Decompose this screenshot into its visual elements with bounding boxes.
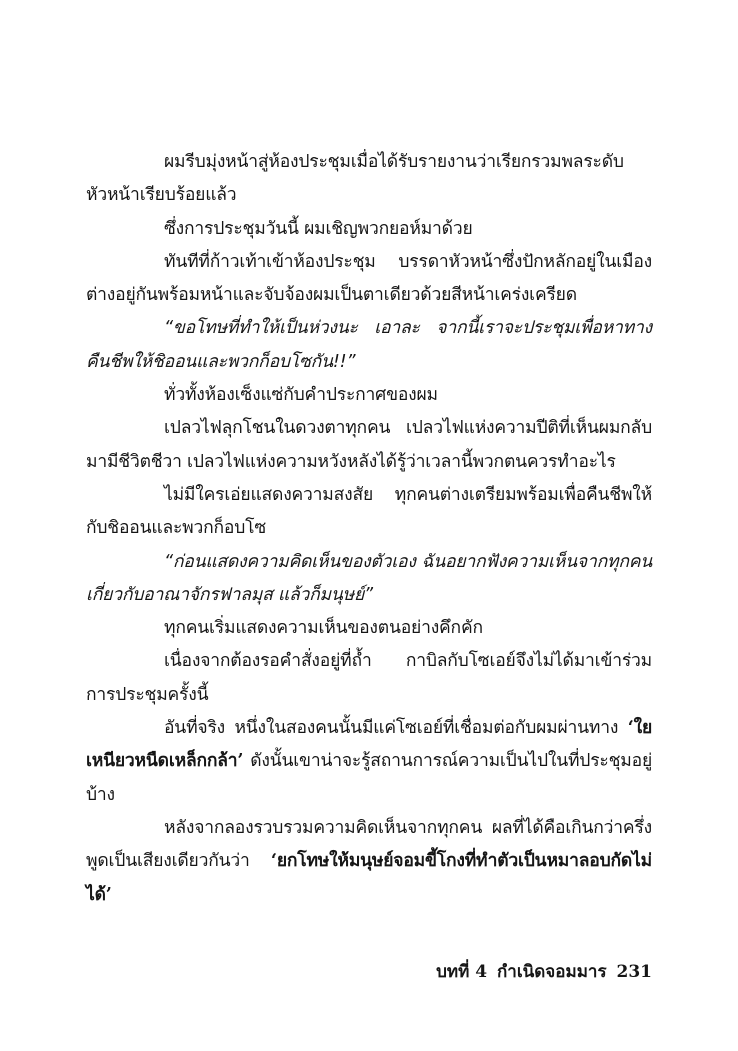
paragraph-3: ทันทีที่ก้าวเท้าเข้าห้องประชุม บรรดาหัวหน้าซึ่งปักหลักอยู่ในเมืองต่างอยู่กันพร้อมหน้าและจับจ้องผมเป็นตาเดียวด้วยสีหน้าเคร่งเครียด [86, 251, 652, 306]
dialogue-1: “ขอโทษที่ทำให้เป็นห่วงนะ เอาละ จากนี้เราจะประชุมเพื่อหาทางคืนชีพให้ชิออนและพวกก็อบโซกัน!!” [86, 318, 652, 372]
page-footer [432, 958, 652, 985]
paragraph-4: ทั่วทั้งห้องเซ็งแซ่กับคำประกาศของผม [164, 385, 438, 406]
chapter-title: กำเนิดจอมมาร [497, 962, 607, 982]
paragraph-7: ทุกคนเริ่มแสดงความเห็นของตนอย่างคึกคัก [164, 618, 483, 639]
paragraph-9-tail: ดังนั้นเขาน่าจะรู้สถานการณ์ความเป็นไปในที่ประชุมอยู่บ้าง [86, 751, 652, 805]
paragraph-9-text: อันที่จริง หนึ่งในสองคนนั้นมีแค่โซเอย์ที่เชื่อมต่อกับผมผ่านทาง [164, 718, 628, 739]
emphasized-quote: ‘ยกโทษให้มนุษย์จอมขี้โกงที่ทำตัวเป็นหมาลอบกัดไม่ได้’ [86, 851, 652, 905]
body-text [86, 146, 652, 912]
skill-name: ‘ใยเหนียวหนืดเหล็กกล้า’ [86, 718, 652, 772]
paragraph-2: ซึ่งการประชุมวันนี้ ผมเชิญพวกยอห์มาด้วย [164, 218, 473, 239]
paragraph-1: ผมรีบมุ่งหน้าสู่ห้องประชุมเมื่อได้รับรายงานว่าเรียกรวมพลระดับหัวหน้าเรียบร้อยแล้ว [86, 152, 624, 206]
paragraph-10-text: หลังจากลองรวบรวมความคิดเห็นจากทุกคน ผลที่ได้คือเกินกว่าครึ่งพูดเป็นเสียงเดียวกันว่า [86, 817, 652, 872]
paragraph-6: ไม่มีใครเอ่ยแสดงความสงสัย ทุกคนต่างเตรียมพร้อมเพื่อคืนชีพให้กับชิออนและพวกก็อบโซ [86, 484, 652, 539]
paragraph-10 [86, 812, 652, 912]
dialogue-2: “ก่อนแสดงความคิดเห็นของตัวเอง ฉันอยากฟังความเห็นจากทุกคนเกี่ยวกับอาณาจักรฟาลมุส แล้วก็มนุษย์” [86, 551, 652, 605]
paragraph-8: เนื่องจากต้องรอคำสั่งอยู่ที่ถ้ำ กาบิลกับโซเอย์จึงไม่ได้มาเข้าร่วมการประชุมครั้งนี้ [86, 651, 652, 705]
page-number: 231 [616, 962, 652, 982]
chapter-label: บทที่ 4 [436, 962, 488, 982]
paragraph-9 [86, 712, 652, 812]
paragraph-5: เปลวไฟลุกโชนในดวงตาทุกคน เปลวไฟแห่งความปีติที่เห็นผมกลับมามีชีวิตชีวา เปลวไฟแห่งความหวังหลังได้รู้ว่าเวลานี้พวกตนควรทำอะไร [86, 418, 652, 472]
